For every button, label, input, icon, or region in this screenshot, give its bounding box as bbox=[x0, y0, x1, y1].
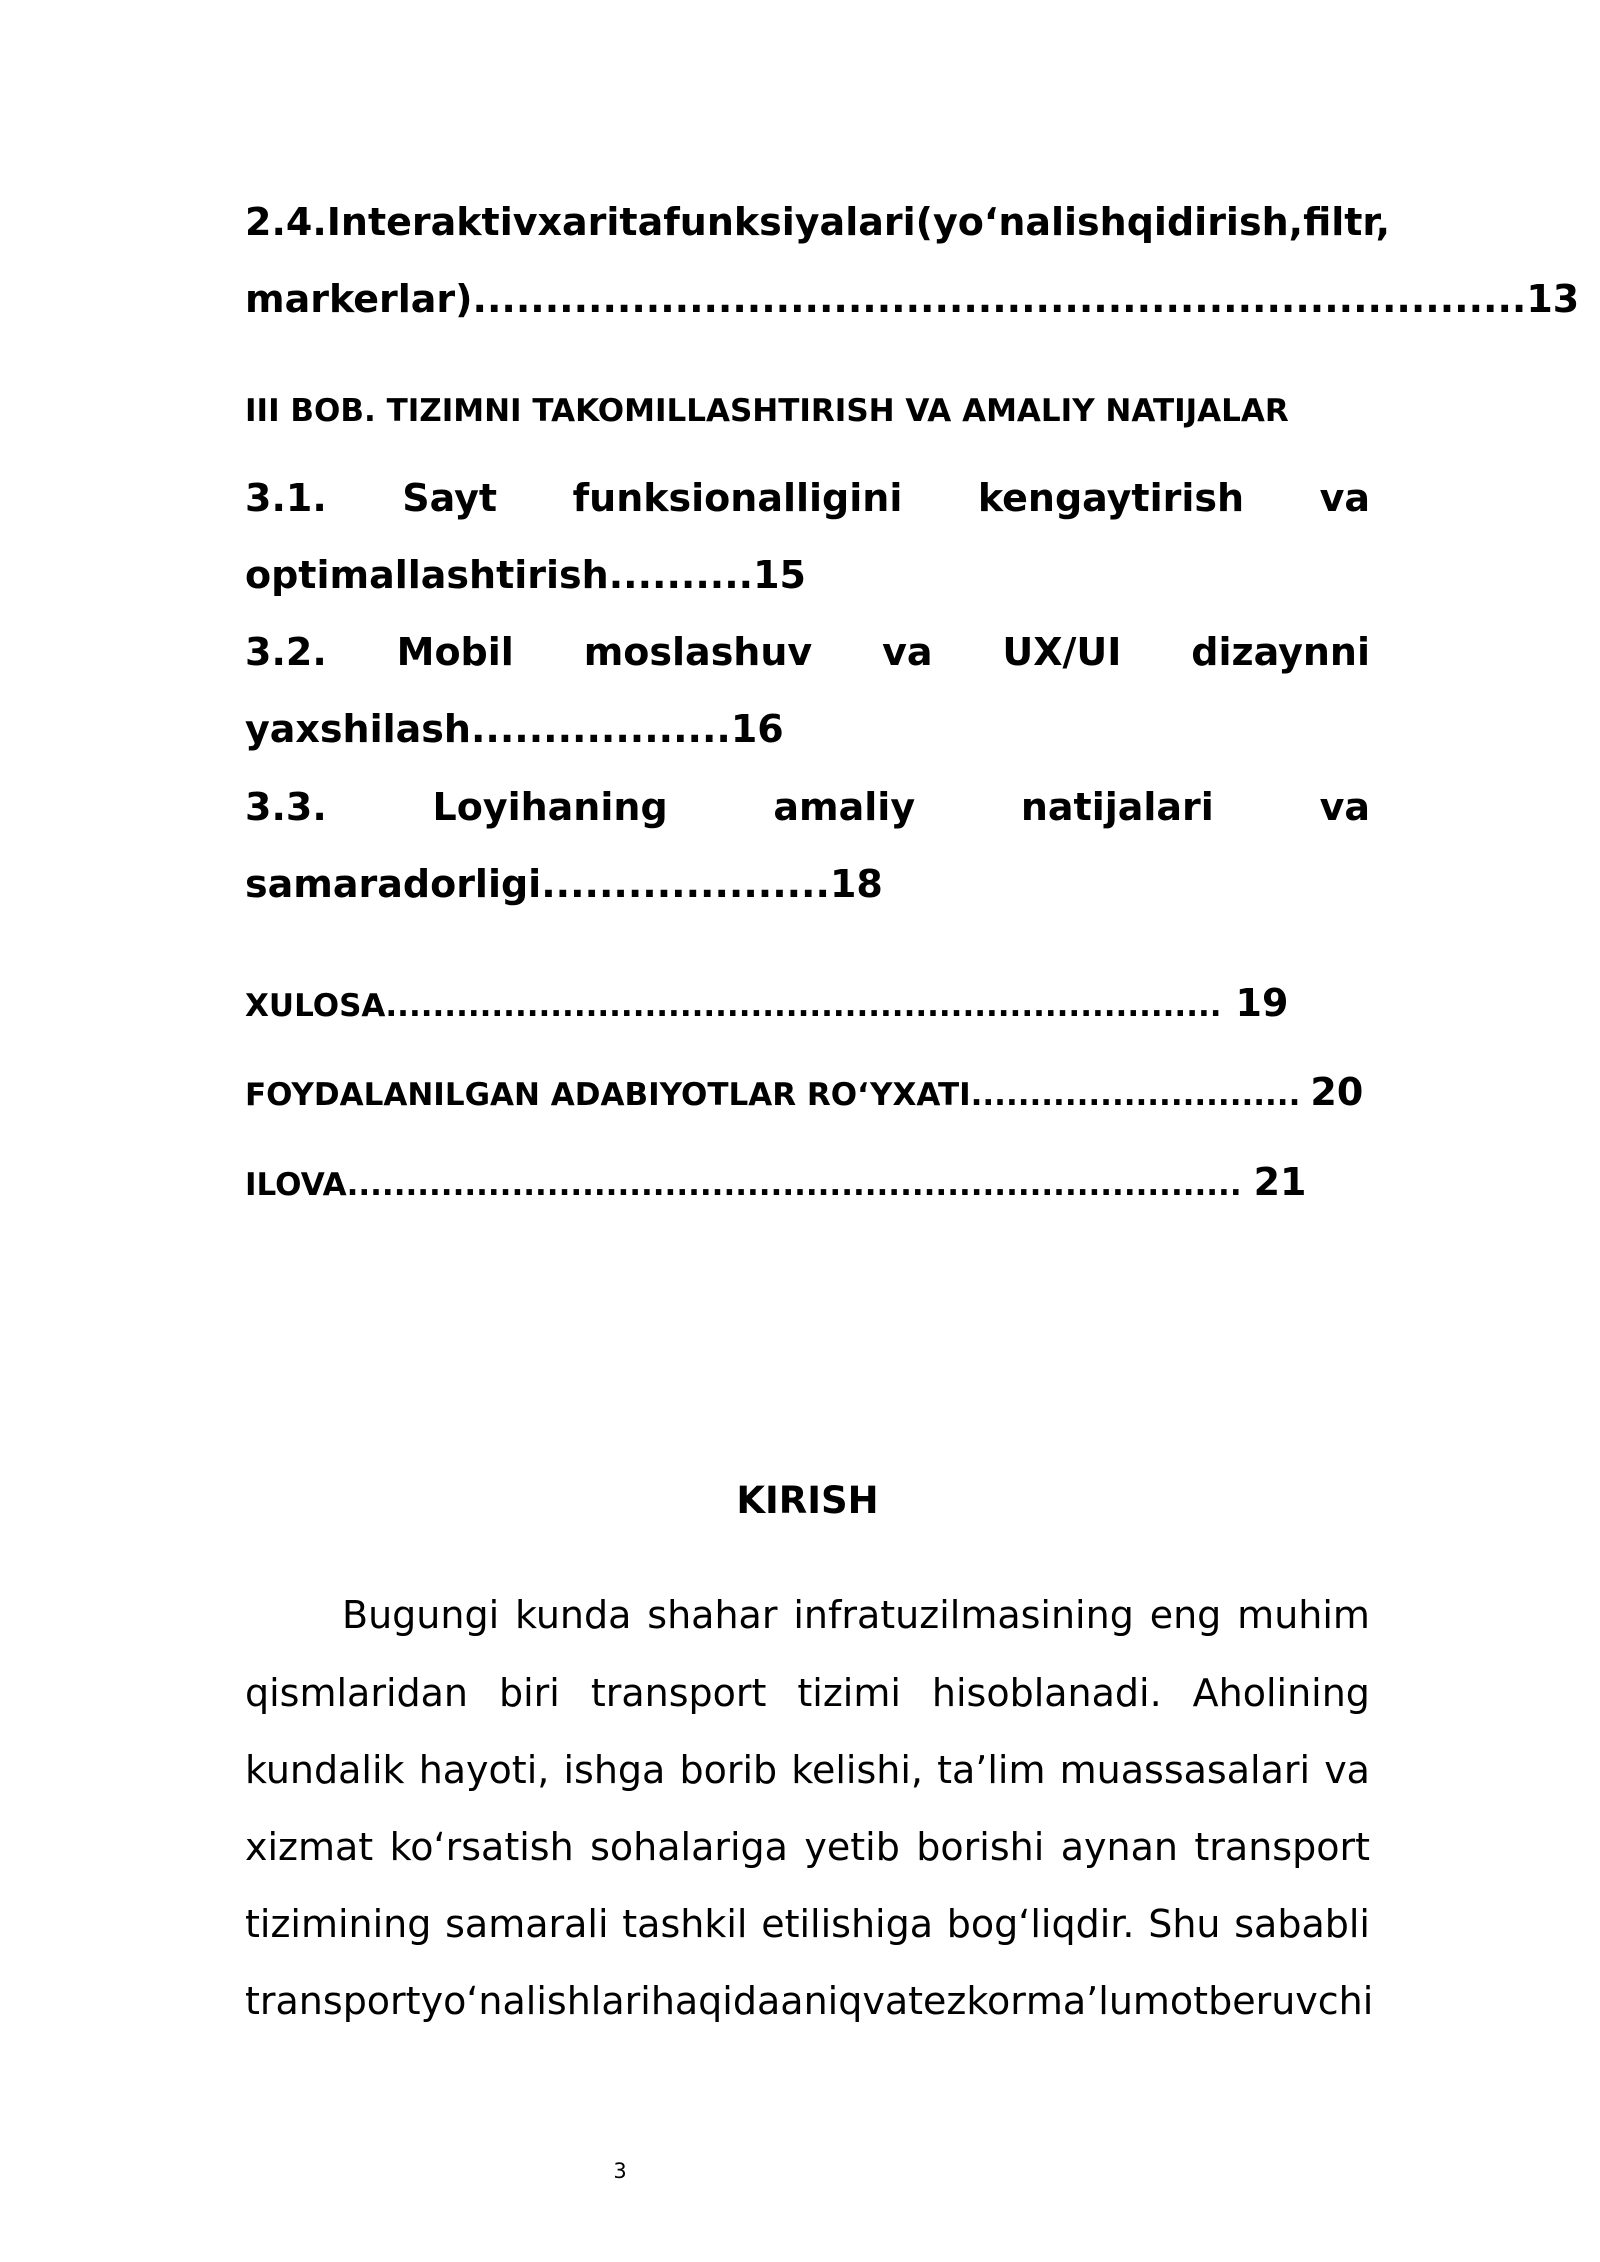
toc-entry-ilova bbox=[245, 1159, 1370, 1205]
toc-word: 3.1. bbox=[245, 476, 327, 520]
toc-word: 2.4.Interaktiv bbox=[245, 200, 538, 244]
paragraph-line bbox=[245, 1978, 1374, 2024]
toc-word: va bbox=[1319, 476, 1370, 520]
word: shahar bbox=[647, 1593, 778, 1637]
word: kunda bbox=[515, 1593, 632, 1637]
toc-page-number: 13 bbox=[1526, 277, 1580, 321]
toc-word: qidirish, bbox=[1126, 200, 1304, 244]
toc-word: funksionalligini bbox=[572, 476, 903, 520]
word: Bugungi bbox=[342, 1593, 500, 1637]
toc-entry-title: yaxshilash bbox=[245, 707, 471, 751]
word: bog‘liqdir. bbox=[946, 1902, 1135, 1946]
toc-entry-xulosa bbox=[245, 980, 1370, 1026]
paragraph-line bbox=[245, 1670, 1370, 1716]
toc-entry-adabiyotlar bbox=[245, 1069, 1370, 1115]
toc-entry-3-3-line2 bbox=[245, 861, 1370, 907]
toc-entry-2-4-line1 bbox=[245, 199, 1391, 245]
word: Aholining bbox=[1192, 1671, 1370, 1715]
toc-entry-3-2-line2 bbox=[245, 706, 1370, 752]
page-number: 3 bbox=[613, 2159, 627, 2183]
word: sohalariga bbox=[590, 1825, 788, 1869]
toc-word: moslashuv bbox=[583, 630, 813, 674]
word: kelishi, bbox=[791, 1748, 923, 1792]
toc-page-number: 20 bbox=[1310, 1070, 1364, 1114]
toc-page-number: 16 bbox=[730, 707, 784, 751]
word: hayoti, bbox=[418, 1748, 550, 1792]
word: tizimi bbox=[797, 1671, 901, 1715]
word: transport bbox=[1194, 1825, 1370, 1869]
toc-leader-dots: .......... bbox=[608, 553, 754, 597]
toc-page-number: 15 bbox=[753, 553, 806, 597]
toc-page-number: 18 bbox=[829, 862, 883, 906]
paragraph-line bbox=[245, 1747, 1370, 1793]
word: yo‘nalishlari bbox=[420, 1979, 651, 2023]
toc-word: dizaynni bbox=[1191, 630, 1370, 674]
toc-word: Loyihaning bbox=[432, 785, 668, 829]
toc-leader-dots: ............................................................................ bbox=[346, 1167, 1242, 1203]
paragraph-line bbox=[245, 1824, 1370, 1870]
toc-chapter-heading: III BOB. TIZIMNI TAKOMILLASHTIRISH VA AMALIY NATIJALAR bbox=[245, 393, 1289, 429]
word: muassasalari bbox=[1059, 1748, 1311, 1792]
word: kundalik bbox=[245, 1748, 405, 1792]
word: sababli bbox=[1234, 1902, 1370, 1946]
word: xizmat bbox=[245, 1825, 374, 1869]
word: tashkil bbox=[622, 1902, 748, 1946]
toc-leader-dots: .................. bbox=[470, 707, 731, 751]
toc-leader-dots: .................... bbox=[541, 862, 830, 906]
toc-word: Sayt bbox=[402, 476, 498, 520]
word: tizimining bbox=[245, 1902, 432, 1946]
word: aniq bbox=[780, 1979, 863, 2023]
toc-leader-dots: ......................................................................... bbox=[472, 277, 1527, 321]
toc-entry-3-3-line1 bbox=[245, 784, 1370, 830]
word: transport bbox=[245, 1979, 421, 2023]
word: infratuzilmasining bbox=[793, 1593, 1134, 1637]
toc-word: filtr, bbox=[1303, 200, 1391, 244]
toc-page-number: 21 bbox=[1253, 1160, 1307, 1204]
toc-word: va bbox=[882, 630, 933, 674]
word: transport bbox=[590, 1671, 767, 1715]
toc-entry-3-1-line1 bbox=[245, 475, 1370, 521]
toc-word: funksiyalari(yo‘nalish bbox=[663, 200, 1127, 244]
word: aynan bbox=[1060, 1825, 1178, 1869]
toc-word: kengaytirish bbox=[977, 476, 1245, 520]
word: etilishiga bbox=[761, 1902, 934, 1946]
toc-leader-dots: ............................ bbox=[970, 1077, 1301, 1113]
word: muhim bbox=[1237, 1593, 1370, 1637]
word: samarali bbox=[445, 1902, 609, 1946]
word: borib bbox=[679, 1748, 778, 1792]
paragraph-line bbox=[245, 1592, 1370, 1638]
word: eng bbox=[1149, 1593, 1222, 1637]
word: beruvchi bbox=[1208, 1979, 1374, 2023]
toc-entry-title: ILOVA bbox=[245, 1167, 347, 1203]
word: ko‘rsatish bbox=[389, 1825, 574, 1869]
word: biri bbox=[498, 1671, 560, 1715]
word: ta’lim bbox=[937, 1748, 1046, 1792]
toc-entry-title: samaradorligi bbox=[245, 862, 542, 906]
section-heading-kirish: KIRISH bbox=[736, 1479, 879, 1522]
word: haqida bbox=[650, 1979, 781, 2023]
toc-entry-3-1-line2 bbox=[245, 552, 1370, 598]
word: va bbox=[862, 1979, 909, 2023]
word: ishga bbox=[563, 1748, 666, 1792]
toc-word: amaliy bbox=[773, 785, 916, 829]
word: yetib bbox=[804, 1825, 900, 1869]
toc-word: va bbox=[1319, 785, 1370, 829]
toc-entry-title: optimallashtirish bbox=[245, 553, 609, 597]
toc-entry-title: FOYDALANILGAN ADABIYOTLAR RO‘YXATI bbox=[245, 1077, 971, 1113]
word: ma’lumot bbox=[1025, 1979, 1209, 2023]
word: qismlaridan bbox=[245, 1671, 469, 1715]
word: borishi bbox=[916, 1825, 1045, 1869]
toc-entry-title: XULOSA bbox=[245, 988, 386, 1024]
word: Shu bbox=[1148, 1902, 1221, 1946]
toc-word: 3.2. bbox=[245, 630, 327, 674]
paragraph-line bbox=[245, 1901, 1370, 1947]
toc-entry-title: markerlar) bbox=[245, 277, 473, 321]
toc-word: xarita bbox=[537, 200, 664, 244]
toc-entry-3-2-line1 bbox=[245, 629, 1370, 675]
toc-word: natijalari bbox=[1020, 785, 1214, 829]
toc-word: Mobil bbox=[396, 630, 514, 674]
word: tezkor bbox=[908, 1979, 1026, 2023]
toc-entry-2-4-line2 bbox=[245, 276, 1580, 322]
toc-word: UX/UI bbox=[1002, 630, 1122, 674]
word: hisoblanadi. bbox=[931, 1671, 1162, 1715]
toc-page-number: 19 bbox=[1235, 981, 1289, 1025]
word: va bbox=[1324, 1748, 1370, 1792]
toc-word: 3.3. bbox=[245, 785, 327, 829]
toc-leader-dots: ....................................................................... bbox=[385, 988, 1222, 1024]
